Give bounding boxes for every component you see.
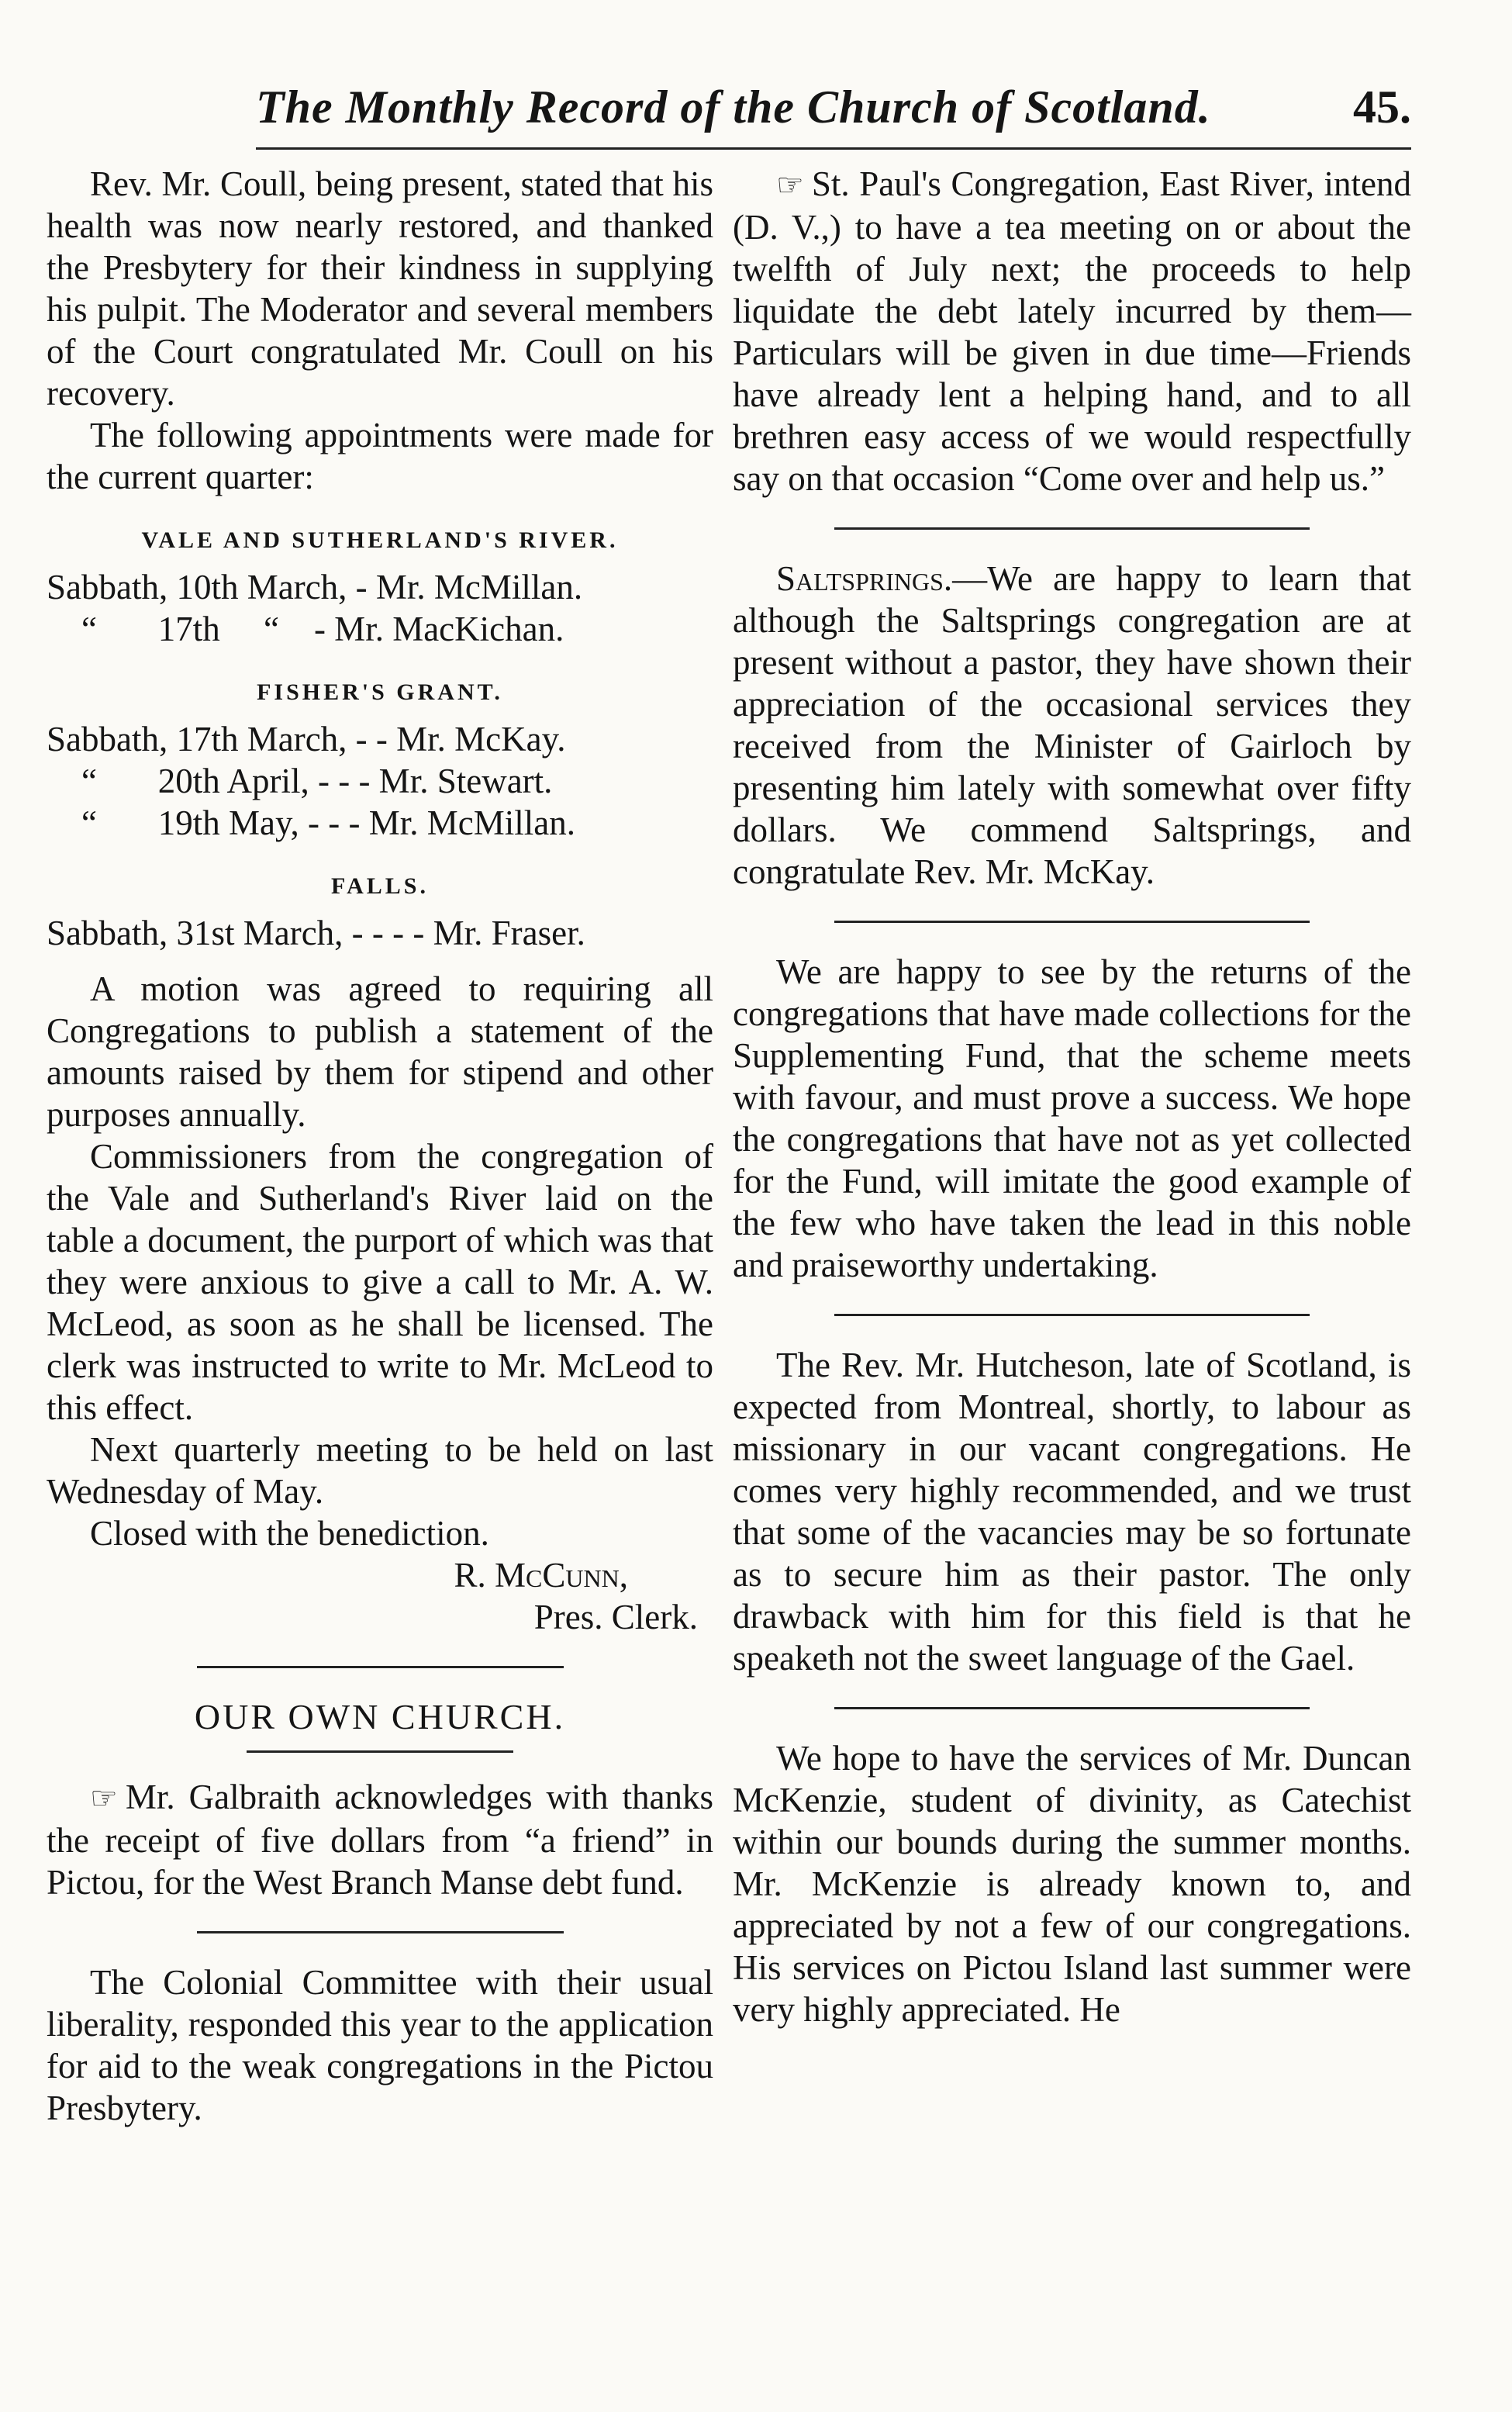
mckenzie-paragraph: We hope to have the services of Mr. Duncan McKenzie, student of divinity, as Catechist within our bounds during the summer months. Mr. McKenzie is already known to, and appreciated by not a few of our congregations. His services on Pictou Island last summer were very highly appreciated. He: [733, 1739, 1411, 2029]
pointing-hand-icon: ☞: [90, 1781, 118, 1816]
supplementing-fund-paragraph: We are happy to see by the returns of the congregations that have made collections for the Supplementing Fund, that the scheme meets with favour, and must prove a success. We hope the congregations that have not as yet collected for the Fund, will imitate the good example of the few who have taken the lead in this noble and praiseworthy undertaking.: [733, 952, 1411, 1284]
schedule-line: Sabbath, 10th March, - Mr. McMillan.: [47, 568, 583, 606]
colonial-committee-paragraph: The Colonial Committee with their usual liberality, responded this year to the application for aid to the weak congregations in the Pictou Presbytery.: [47, 1963, 713, 2127]
schedule-line: “ 20th April, - - - Mr. Stewart.: [47, 762, 553, 800]
right-column: [733, 163, 1411, 2296]
schedule-line: “ 19th May, - - - Mr. McMillan.: [47, 803, 575, 842]
schedule-line: Sabbath, 31st March, - - - - Mr. Fraser.: [47, 914, 585, 952]
divider: [247, 1750, 513, 1753]
section-title: OUR OWN CHURCH.: [194, 1697, 566, 1736]
next-meeting-paragraph: Next quarterly meeting to be held on last Wednesday of May.: [47, 1430, 713, 1511]
st-pauls-text: St. Paul's Congregation, East River, intend (D. V.,) to have a tea meeting on or about the twelfth of July next; the proceeds to help liquidate the debt lately incurred by them—Particulars will be given in due time—Friends have already lent a helping hand, and to all brethren easy access of we would respectfully say on that occasion “Come over and help us.”: [733, 164, 1411, 498]
divider: [197, 1931, 564, 1933]
closing-paragraph: Closed with the benediction.: [90, 1514, 489, 1553]
divider: [834, 1314, 1310, 1316]
page-header: [256, 78, 1411, 150]
pointing-hand-icon: ☞: [776, 168, 804, 202]
divider: [834, 1707, 1310, 1709]
divider: [834, 921, 1310, 923]
saltsprings-paragraph: [733, 558, 1411, 893]
motion-paragraph: A motion was agreed to requiring all Congregations to publish a statement of the amounts raised by them for stipend and other purposes annually.: [47, 969, 713, 1134]
left-column: [47, 163, 713, 2296]
divider: [197, 1666, 564, 1668]
heading-falls: FALLS.: [331, 873, 429, 899]
galbraith-paragraph: [47, 1776, 713, 1903]
galbraith-text: Mr. Galbraith acknowledges with thanks the receipt of five dollars from “a friend” in Pictou, for the West Branch Manse debt fund.: [47, 1778, 713, 1902]
schedule-line: Sabbath, 17th March, - - Mr. McKay.: [47, 720, 566, 759]
schedule-line: “ 17th “ - Mr. MacKichan.: [47, 610, 564, 648]
hutcheson-paragraph: The Rev. Mr. Hutcheson, late of Scotland, is expected from Montreal, shortly, to labour as missionary in our vacant congregations. He comes very highly recommended, and we trust that some of the vacancies may be so fortunate as to secure him as their pastor. The only drawback with him for this field is that he speaketh not the sweet language of the Gael.: [733, 1346, 1411, 1678]
appointments-intro: The following appointments were made for the current quarter:: [47, 416, 713, 496]
saltsprings-text: —We are happy to learn that although the Saltsprings congregation are at present without a pastor, they have shown their appreciation of the occasional services they received from the Minister of Gairloch by presenting him lately with somewhat over fifty dollars. We commend Saltsprings, and congratulate Rev. Mr. McKay.: [733, 559, 1411, 891]
saltsprings-lead: Saltsprings.: [776, 559, 953, 598]
signature-name: R. McCunn,: [454, 1556, 628, 1595]
presbytery-coull-paragraph: Rev. Mr. Coull, being present, stated that his health was now nearly restored, and thanked the Presbytery for their kindness in supplying his pulpit. The Moderator and several members of the Court congratulated Mr. Coull on his recovery.: [47, 164, 713, 413]
heading-vale: VALE AND SUTHERLAND'S RIVER.: [141, 527, 619, 553]
page-number: 45.: [1353, 81, 1411, 133]
running-title: The Monthly Record of the Church of Scotland.: [256, 81, 1211, 133]
signature-title: Pres. Clerk.: [533, 1598, 698, 1636]
divider: [834, 527, 1310, 530]
st-pauls-paragraph: [733, 163, 1411, 499]
commissioners-paragraph: Commissioners from the congregation of the Vale and Sutherland's River laid on the table a document, the purport of which was that they were anxious to give a call to Mr. A. W. McLeod, as soon as he shall be licensed. The clerk was instructed to write to Mr. McLeod to this effect.: [47, 1137, 713, 1427]
heading-fisher: FISHER'S GRANT.: [257, 679, 503, 705]
